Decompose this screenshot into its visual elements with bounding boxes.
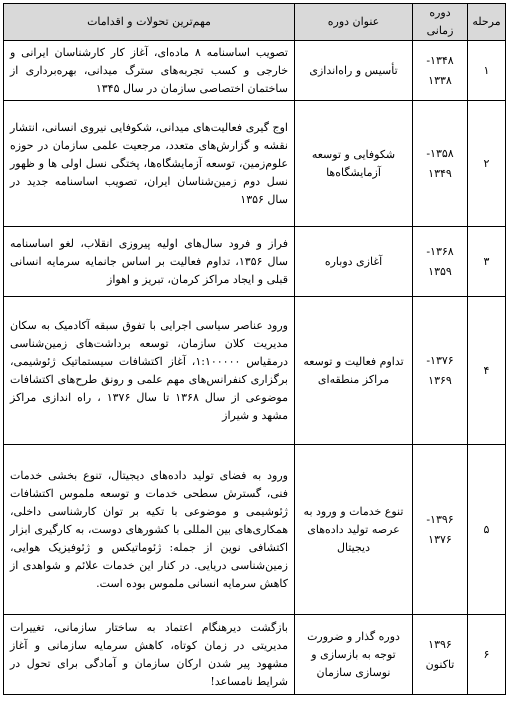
title-cell: دوره گذار و ضرورت توجه به بازسازی و نوسازی سازمان (295, 615, 413, 695)
title-cell: تداوم فعالیت و توسعه مراکز منطقه‌ای (295, 297, 413, 445)
period-text: ۱۳۵۸- ۱۳۴۹ (426, 146, 454, 180)
table-row (4, 445, 506, 615)
table-row (4, 101, 506, 227)
actions-cell: بازگشت دیرهنگام اعتماد به ساختار سازمانی، تغییرات مدیریتی در زمان کوتاه، کاهش سرمایه سازمانی و آغاز مشهود پیر شدن ارکان سازمان و آمادگی برای تحول در شرایط نامساعد! (4, 615, 295, 695)
title-cell: آغازی دوباره (295, 227, 413, 297)
actions-cell: ورود به فضای تولید داده‌های دیجیتال، تنوع بخشی خدمات فنی، گسترش سطحی خدمات و توسعه ملموس اکتشافات ژئوشیمی و موضوعی با تکیه بر توان کارشناسی داخلی، همکاری‌های بین المللی با کشورهای دوست، به کارگیری ابزار اکتشافی نوین از جمله: ژئوماتیکس و ژئوفیزیک هوایی، زمین‌شناسی دریایی. در کنار این خدمات علائم و شواهدی از کاهش سرمایه انسانی ملموس بوده است. (4, 445, 295, 615)
title-cell: تنوع خدمات و ورود به عرصه تولید داده‌های دیجیتال (295, 445, 413, 615)
period-text: ۱۳۷۶- ۱۳۶۹ (426, 353, 454, 387)
header-actions: مهم‌ترین تحولات و اقدامات (4, 4, 295, 41)
header-stage: مرحله (468, 4, 506, 41)
period-text: ۱۳۹۶ تاکنون (425, 637, 455, 671)
period-text: ۱۳۴۸- ۱۳۳۸ (426, 53, 454, 87)
history-table (3, 3, 506, 695)
table-row (4, 227, 506, 297)
header-period: دوره زمانی (413, 4, 468, 41)
period-text: ۱۳۹۶- ۱۳۷۶ (426, 512, 454, 546)
period-cell (413, 445, 468, 615)
stage-cell: ۵ (468, 445, 506, 615)
actions-cell: فراز و فرود سال‌های اولیه پیروزی انقلاب، لغو اساسنامه سال ۱۳۵۶، تداوم فعالیت بر اساس جانمایه سرمایه انسانی قبلی و ایجاد مراکز کرمان، تبریز و اهواز (4, 227, 295, 297)
actions-cell: اوج گیری فعالیت‌های میدانی، شکوفایی نیروی انسانی، انتشار نقشه و گزارش‌های متعدد، مرجعیت علمی سازمان در حوزه علوم‌زمین، توسعه آزمایشگاه‌ها، پختگی نسل اولی ها و ظهور نسل دوم زمین‌شناسان ایران، تصویب اساسنامه جدید در سال ۱۳۵۶ (4, 101, 295, 227)
table-header-row (4, 4, 506, 41)
period-cell (413, 101, 468, 227)
period-cell (413, 41, 468, 101)
stage-cell: ۱ (468, 41, 506, 101)
period-cell (413, 615, 468, 695)
table-row (4, 615, 506, 695)
title-cell: شکوفایی و توسعه آزمایشگاه‌ها (295, 101, 413, 227)
stage-cell: ۴ (468, 297, 506, 445)
table-row (4, 297, 506, 445)
header-title: عنوان دوره (295, 4, 413, 41)
actions-cell: ورود عناصر سیاسی اجرایی با تفوق سبقه آکادمیک به سکان مدیریت کلان سازمان، توسعه برداشت‌های زمین‌شناسی درمقیاس ۱:۱۰۰۰۰۰، آغاز اکتشافات سیستماتیک ژئوشیمی، برگزاری کنفرانس‌های مهم علمی و رونق طرح‌های اکتشافات موضوعی از سال ۱۳۶۸ تا سال ۱۳۷۶ ، راه اندازی مراکز مشهد و شیراز (4, 297, 295, 445)
stage-cell: ۶ (468, 615, 506, 695)
period-cell (413, 227, 468, 297)
table-row (4, 41, 506, 101)
title-cell: تأسیس و راه‌اندازی (295, 41, 413, 101)
period-text: ۱۳۶۸- ۱۳۵۹ (426, 244, 454, 278)
stage-cell: ۳ (468, 227, 506, 297)
stage-cell: ۲ (468, 101, 506, 227)
actions-cell: تصویب اساسنامه ۸ ماده‌ای، آغاز کار کارشناسان ایرانی و خارجی و کسب تجربه‌های سترگ میدانی، بهره‌برداری از ساختمان اختصاصی سازمان در سال ۱۳۴۵ (4, 41, 295, 101)
period-cell (413, 297, 468, 445)
